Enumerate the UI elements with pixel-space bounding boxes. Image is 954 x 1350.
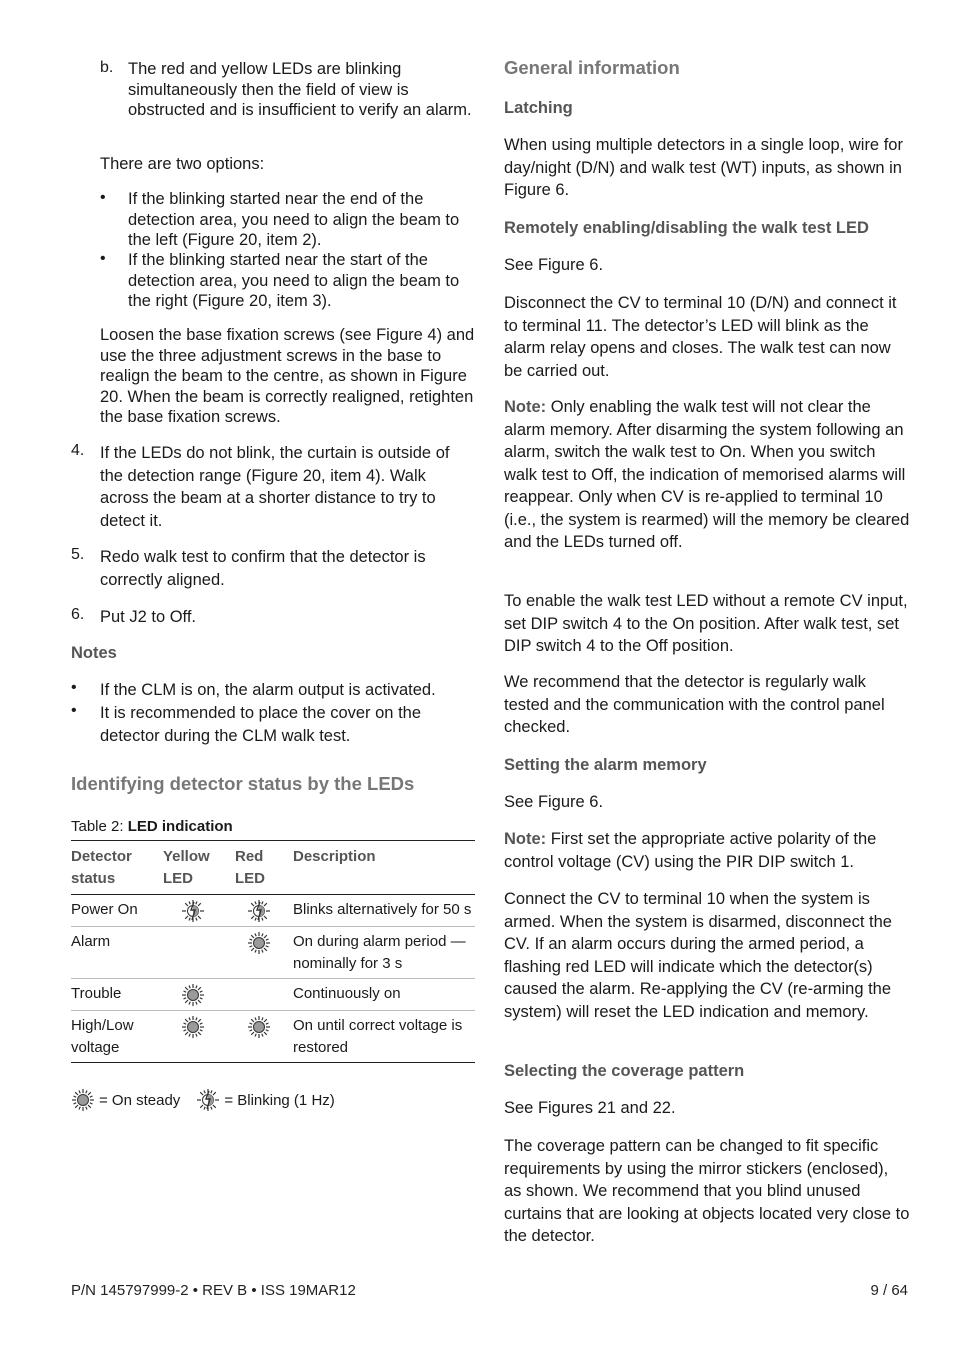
cell-status: Alarm [71,933,111,950]
cell-yellow-led [163,927,235,979]
section-heading: Identifying detector status by the LEDs [71,773,415,794]
latching-text: When using multiple detectors in a single loop, wire for day/night (D/N) and walk test (WT) inputs, as shown in Figure 6. [504,136,903,199]
table-caption-prefix: Table 2: [71,818,124,835]
bullet-text: It is recommended to place the cover on the detector during the CLM walk test. [100,704,422,745]
step-text: If the LEDs do not blink, the curtain is outside of the detection range (Figure 20, item 4). Walk across the beam at a shorter distance to try to detect it. [100,444,450,531]
bullet-marker: • [71,679,77,696]
bullet-item [100,250,476,312]
cell-yellow-led [163,979,235,1011]
cell-red-led [235,979,293,1011]
see-figures-21-22: See Figures 21 and 22. [504,1099,676,1117]
step-text: Redo walk test to confirm that the detector is correctly aligned. [100,548,426,589]
led-blinking-icon [196,1088,220,1112]
memory-heading: Setting the alarm memory [504,756,707,774]
notes-heading: Notes [71,644,117,662]
step-number: 6. [71,606,85,623]
col-header: Yellow LED [163,848,210,887]
legend-blinking-text: = Blinking (1 Hz) [224,1091,335,1109]
bullet-text: If the blinking started near the end of the detection area, you need to align the beam to the left (Figure 20, item 2). [128,190,460,249]
cell-red-led [235,927,293,979]
latching-heading: Latching [504,99,573,117]
list-item-text: The red and yellow LEDs are blinking simultaneously then the field of view is obstructed and is insufficient to verify an alarm. [128,60,472,119]
cell-status: Trouble [71,985,122,1002]
note-paragraph [504,396,910,554]
cell-description: Blinks alternatively for 50 s [293,901,472,918]
led-blinking-icon [247,899,271,923]
table-row [71,1011,475,1063]
cell-yellow-led [163,895,235,927]
disconnect-text: Disconnect the CV to terminal 10 (D/N) and connect it to terminal 11. The detector’s LED will blink as the alarm relay opens and closes. The walk test can now be carried out. [504,294,897,380]
table-header-row [71,841,475,895]
cell-red-led [235,1011,293,1063]
remote-heading: Remotely enabling/disabling the walk test LED [504,219,869,237]
step-number: 5. [71,546,85,563]
cell-red-led [235,895,293,927]
see-figure-6: See Figure 6. [504,256,604,274]
legend-steady-text: = On steady [99,1091,181,1109]
list-item-b [100,59,476,121]
led-indication-table [71,840,475,1063]
cell-status: High/Low voltage [71,1017,134,1056]
led-steady-icon [247,1015,271,1039]
table-row [71,895,475,927]
led-steady-icon [181,983,205,1007]
note-label: Note: [504,830,547,848]
col-header: Red LED [235,848,265,887]
bullet-marker: • [100,250,106,267]
bullet-marker: • [71,702,77,719]
list-marker: b. [100,59,114,76]
step-text: Put J2 to Off. [100,608,196,626]
loosen-paragraph: Loosen the base fixation screws (see Figure 4) and use the three adjustment screws in the base to realign the beam to the centre, as shown in Figure 20. When the beam is correctly realigned, retighten the base fixation screws. [100,326,475,426]
note-bullet [71,702,476,747]
bullet-text: If the blinking started near the start of the detection area, you need to align the beam to the right (Figure 20, item 3). [128,251,460,310]
led-steady-icon [181,1015,205,1039]
note-paragraph [504,828,910,873]
cell-description: Continuously on [293,985,401,1002]
cell-description: On until correct voltage is restored [293,1017,463,1056]
step-5 [71,546,476,591]
table-caption [71,817,233,838]
table-legend [71,1088,335,1112]
note-bullet [71,679,476,702]
bullet-text: If the CLM is on, the alarm output is activated. [100,681,436,699]
cell-status: Power On [71,901,138,918]
table-caption-title: LED indication [127,818,233,835]
step-4 [71,442,476,533]
footer-part-number: P/N 145797999-2 • REV B • ISS 19MAR12 [71,1282,356,1299]
coverage-text: The coverage pattern can be changed to fit specific requirements by using the mirror stickers (enclosed), as shown. We recommend that you blind unused curtains that are looking at objects located very close to the detector. [504,1137,910,1245]
led-steady-icon [247,931,271,955]
cell-yellow-led [163,1011,235,1063]
bullet-item [100,189,476,251]
recommend-text: We recommend that the detector is regularly walk tested and the communication with the control panel checked. [504,673,885,736]
connect-text: Connect the CV to terminal 10 when the system is armed. When the system is disarmed, disconnect the CV. If an alarm occurs during the armed period, a flashing red LED will indicate which the detector(s) caused the alarm. Re-applying the CV (re-arming the system) will reset the LED indication and memory. [504,890,892,1021]
note-text: Only enabling the walk test will not clear the alarm memory. After disarming the system following an alarm, switch the walk test to On. When you switch walk test to Off, the indication of memorised alarms will reappear. Only when CV is re-applied to terminal 10 (i.e., the system is rearmed) will the memory be cleared and the LEDs turned off. [504,398,910,551]
led-steady-icon [71,1088,95,1112]
enable-text: To enable the walk test LED without a remote CV input, set DIP switch 4 to the On position. After walk test, set DIP switch 4 to the Off position. [504,592,908,655]
col-header: Detector status [71,848,132,887]
note-label: Note: [504,398,547,416]
col-header: Description [293,848,376,865]
footer-page-number: 9 / 64 [870,1282,908,1299]
table-row [71,979,475,1011]
see-figure-6: See Figure 6. [504,793,604,811]
coverage-heading: Selecting the coverage pattern [504,1062,745,1080]
options-intro: There are two options: [100,155,265,173]
cell-description: On during alarm period — nominally for 3 s [293,933,466,972]
step-number: 4. [71,442,85,459]
bullet-marker: • [100,189,106,206]
note-text: First set the appropriate active polarity of the control voltage (CV) using the PIR DIP switch 1. [504,830,877,871]
general-heading: General information [504,57,680,78]
step-6 [71,606,476,629]
led-blinking-icon [181,899,205,923]
table-row [71,927,475,979]
